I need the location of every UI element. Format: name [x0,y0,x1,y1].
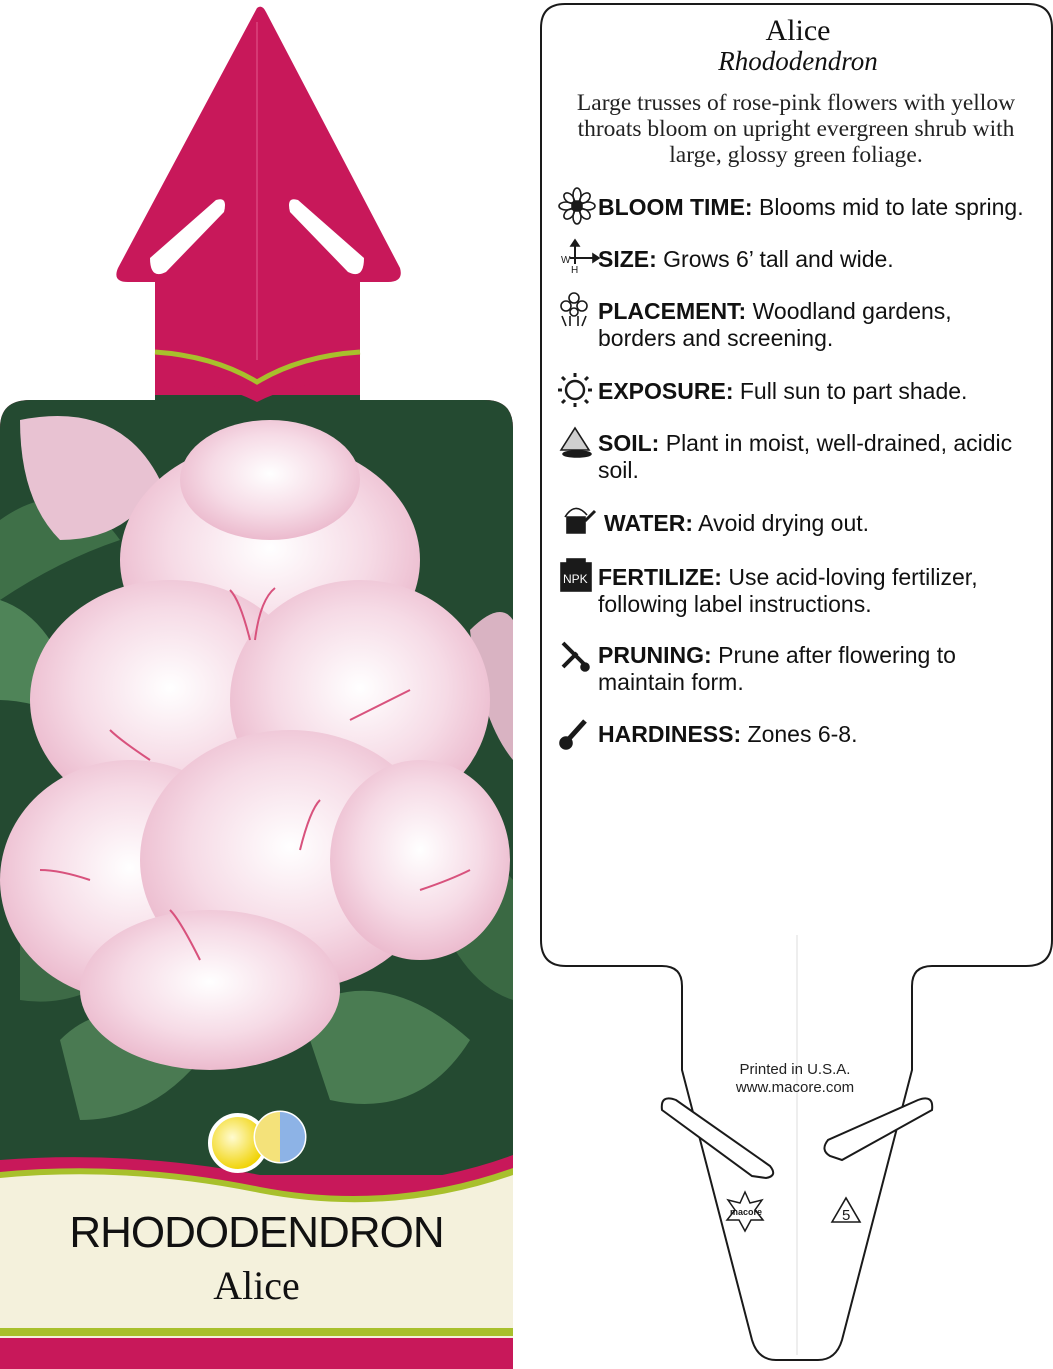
printed-in: Printed in U.S.A. [739,1061,851,1078]
care-text: Plant in moist, well-drained, acidic soil. [598,430,1013,483]
care-text: Prune after flowering to maintain form. [598,642,956,695]
front-genus: RHODODENDRON [69,1208,444,1257]
care-row-soil [558,430,1028,484]
back-title: Alice [765,14,831,47]
care-row-water [558,510,1028,543]
care-text: Use acid-loving fertilizer, following label instructions. [598,564,978,617]
care-row-exposure [558,378,1028,411]
care-row-placement [558,298,1028,352]
recycle-code: 5 [842,1207,851,1224]
size-w-letter: W [561,255,571,266]
latin-name: Rhododendron [718,46,878,76]
care-text: Grows 6’ tall and wide. [663,246,894,272]
care-text: Full sun to part shade. [739,378,968,404]
care-label: SIZE: [598,246,657,272]
macore-logo-text: macore [730,1207,763,1217]
care-row-fertilize [558,564,1028,618]
care-label: HARDINESS: [598,721,742,747]
website: www.macore.com [735,1079,855,1096]
care-text: Zones 6-8. [747,721,858,747]
care-row-bloom [558,194,1028,227]
care-label: SOIL: [598,430,660,456]
care-text: Avoid drying out. [698,510,870,536]
care-text: Woodland gardens, borders and screening. [598,298,952,351]
front-spike [116,7,400,380]
care-label: EXPOSURE: [598,378,734,404]
plant-description: Large trusses of rose-pink flowers with yellow throats bloom on upright evergreen shrub with large, glossy green foliage. [576,90,1016,168]
care-label: PRUNING: [598,642,712,668]
care-row-pruning [558,642,1028,696]
care-label: PLACEMENT: [598,298,747,324]
care-row-hardiness [558,721,1028,754]
care-text: Blooms mid to late spring. [758,194,1024,220]
size-h-letter: H [571,265,579,276]
care-label: BLOOM TIME: [598,194,753,220]
front-cultivar: Alice [213,1263,300,1308]
care-row-size [558,246,1028,279]
npk-letters: NPK [563,572,588,586]
care-label: WATER: [604,510,694,536]
care-label: FERTILIZE: [598,564,722,590]
